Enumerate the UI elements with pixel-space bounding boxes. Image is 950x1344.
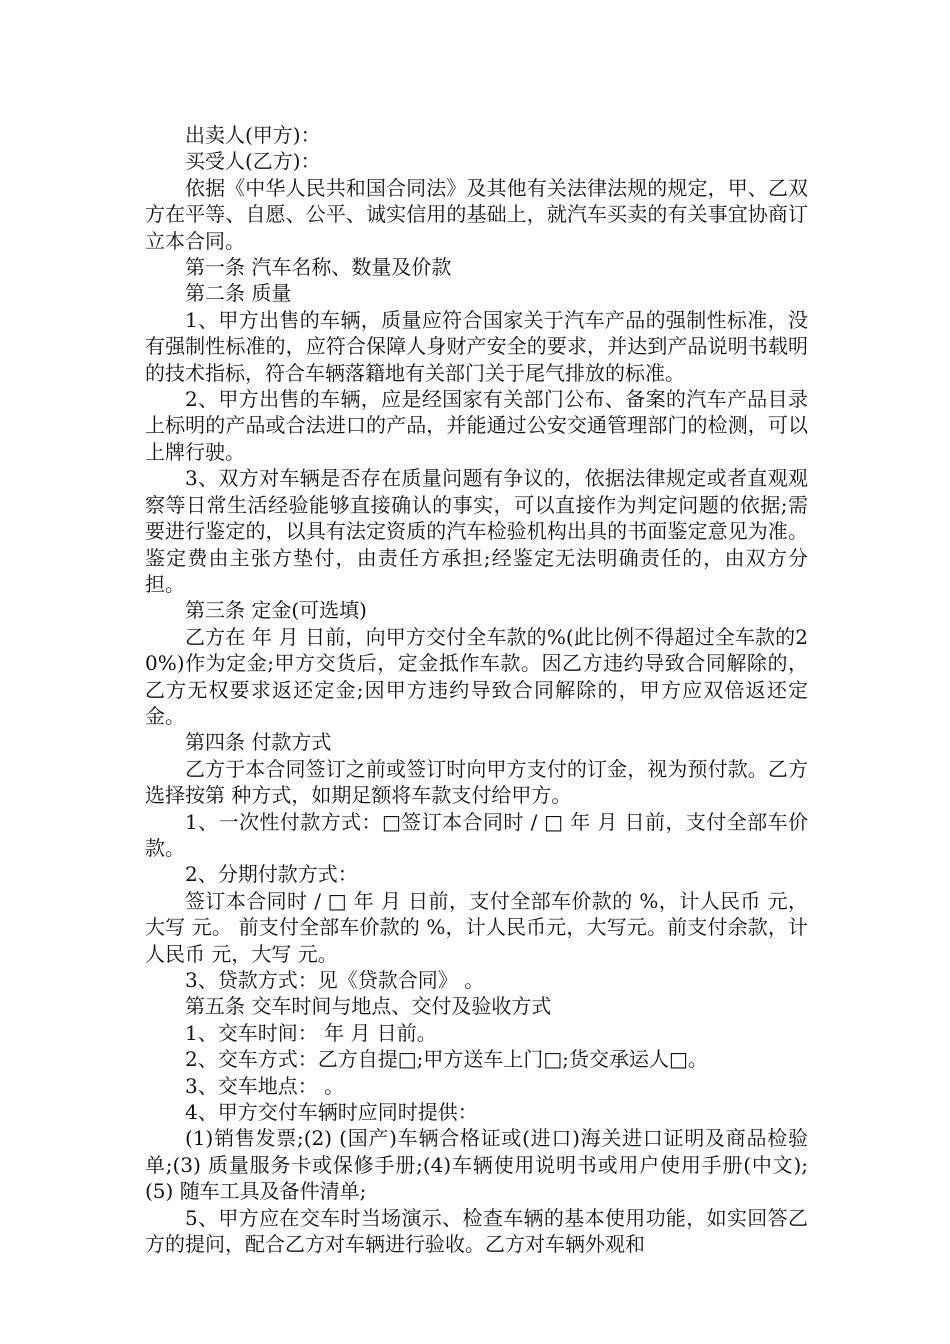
article-3-heading: 第三条 定金(可选填): [185, 598, 367, 623]
article-4-intro: 乙方于本合同签订之前或签订时向甲方支付的订金，视为预付款。乙方选择按第 种方式，如期足额将车款支付给甲方。: [145, 756, 808, 808]
buyer-line: 买受人(乙方)：: [185, 149, 321, 174]
seller-line: 出卖人(甲方)：: [185, 123, 321, 147]
article-2-heading: 第二条 质量: [185, 281, 292, 306]
article-2-clause-2: 2、甲方出售的车辆，应是经国家有关部门公布、备案的汽车产品目录上标明的产品或合法进口的产品，并能通过公安交通管理部门的检测，可以上牌行驶。: [145, 387, 808, 464]
article-5-clause-5: 5、甲方应在交车时当场演示、检查车辆的基本使用功能，如实回答乙方的提问，配合乙方对车辆进行验收。乙方对车辆外观和: [145, 1205, 808, 1257]
article-4-installment-detail: 签订本合同时 / □ 年 月 日前，支付全部车价款的 %，计人民币 元，大写 元。 前支付全部车价款的 %，计人民币元，大写元。前支付余款，计人民币 元，大写 元。: [145, 888, 808, 966]
document-body: [145, 122, 808, 1257]
article-5-heading: 第五条 交车时间与地点、交付及验收方式: [185, 994, 552, 1019]
article-2-clause-3: 3、双方对车辆是否存在质量问题有争议的，依据法律规定或者直观观察等日常生活经验能够直接确认的事实，可以直接作为判定问题的依据;需要进行鉴定的，以具有法定资质的汽车检验机构出具的书面鉴定意见为准。鉴定费由主张方垫付，由责任方承担;经鉴定无法明确责任的，由双方分担。: [145, 466, 808, 596]
article-5-clause-3: 3、交车地点： 。: [185, 1073, 345, 1098]
article-5-documents-list: (1)销售发票;(2) (国产)车辆合格证或(进口)海关进口证明及商品检验单;(3) 质量服务卡或保修手册;(4)车辆使用说明书或用户使用手册(中文);(5) 随车工具及备件清单;: [145, 1126, 808, 1204]
article-5-clause-2: 2、交车方式：乙方自提□;甲方送车上门□;货交承运人□。: [185, 1047, 708, 1072]
article-4-clause-3: 3、贷款方式：见《贷款合同》 。: [185, 968, 485, 992]
article-3-clause: 乙方在 年 月 日前，向甲方交付全车款的%(此比例不得超过全车款的20%)作为定金;甲方交货后，定金抵作车款。因乙方违约导致合同解除的，乙方无权要求返还定金;因甲方违约导致合同解除的，甲方应双倍返还定金。: [145, 624, 808, 728]
preamble-paragraph: 依据《中华人民共和国合同法》及其他有关法律法规的规定，甲、乙双方在平等、自愿、公平、诚实信用的基础上，就汽车买卖的有关事宜协商订立本合同。: [145, 175, 808, 253]
article-5-clause-1: 1、交车时间： 年 月 日前。: [185, 1020, 437, 1045]
article-5-clause-4: 4、甲方交付车辆时应同时提供：: [185, 1100, 478, 1125]
article-2-clause-1: 1、甲方出售的车辆，质量应符合国家关于汽车产品的强制性标准，没有强制性标准的，应符合保障人身财产安全的要求，并达到产品说明书载明的技术指标，符合车辆落籍地有关部门关于尾气排放的标准。: [145, 307, 808, 385]
article-1-heading: 第一条 汽车名称、数量及价款: [185, 255, 452, 280]
article-4-clause-2: 2、分期付款方式：: [185, 862, 358, 887]
article-4-heading: 第四条 付款方式: [185, 730, 332, 755]
article-4-clause-1: 1、一次性付款方式：□签订本合同时 / □ 年 月 日前，支付全部车价款。: [145, 809, 808, 860]
